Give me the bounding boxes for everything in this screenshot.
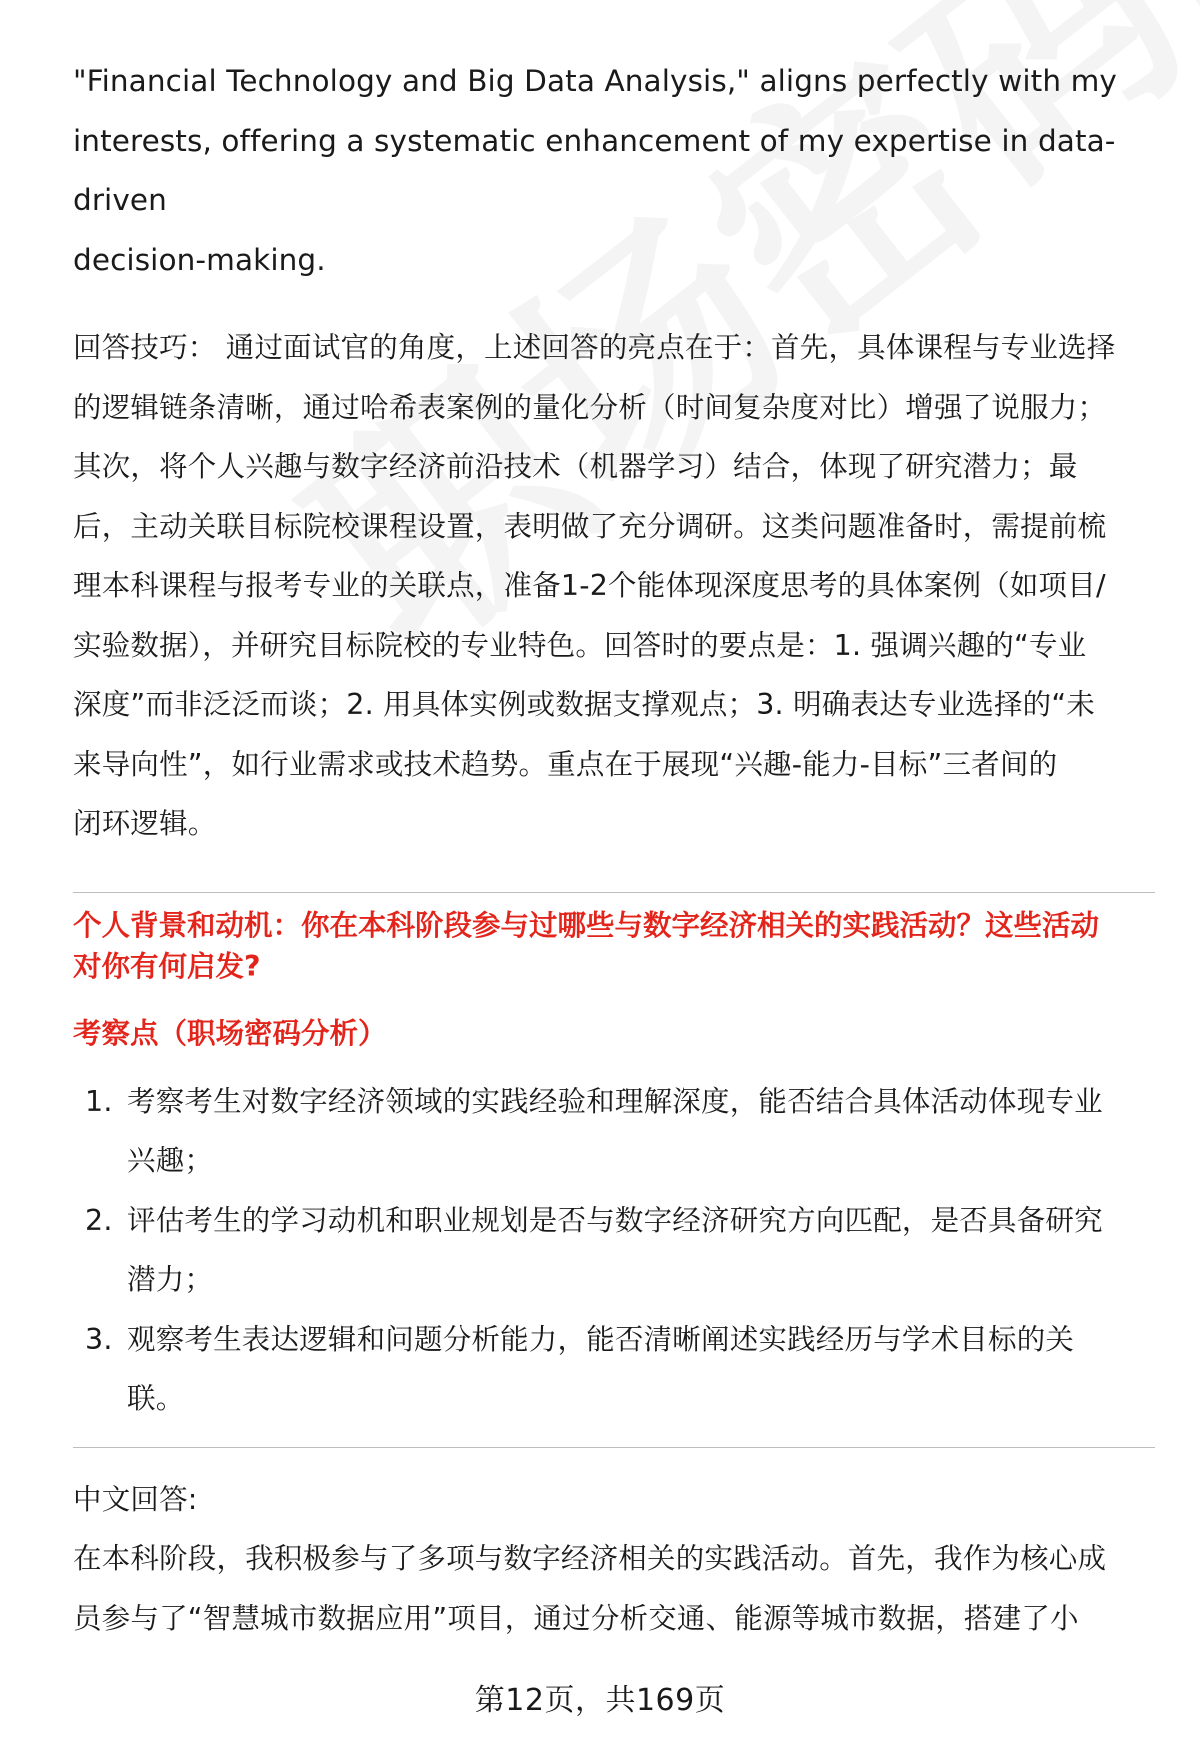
text-line: 的逻辑链条清晰，通过哈希表案例的量化分析（时间复杂度对比）增强了说服力； (73, 390, 1107, 424)
text-line: decision-making. (73, 242, 326, 277)
focus-points-list (73, 1072, 1155, 1429)
intro-english-paragraph (73, 52, 1155, 290)
text-line: 深度”而非泛泛而谈；2. 用具体实例或数据支撑观点；3. 明确表达专业选择的“未 (73, 688, 1096, 721)
text-line: 其次，将个人兴趣与数字经济前沿技术（机器学习）结合，体现了研究潜力；最 (73, 450, 1078, 483)
chinese-answer (73, 1470, 1155, 1649)
list-number: 3. (85, 1322, 113, 1356)
text-line: 理本科课程与报考专业的关联点，准备1-2个能体现深度思考的具体案例（如项目/ (73, 569, 1106, 602)
focus-heading: 考察点（职场密码分析） (73, 1016, 387, 1050)
list-item-text: 联。 (127, 1382, 185, 1415)
list-item-text: 评估考生的学习动机和职业规划是否与数字经济研究方向匹配，是否具备研究 (127, 1203, 1103, 1237)
question-title-line: 对你有何启发? (73, 949, 261, 983)
list-item-text: 潜力； (127, 1263, 214, 1296)
answer-tips-paragraph (73, 318, 1155, 854)
question-title-line: 个人背景和动机：你在本科阶段参与过哪些与数字经济相关的实践活动？这些活动 (73, 908, 1100, 942)
text-line: 来导向性”，如行业需求或技术趋势。重点在于展现“兴趣-能力-目标”三者间的 (73, 747, 1058, 781)
list-item-text: 兴趣； (127, 1144, 214, 1177)
list-item (73, 1310, 1155, 1429)
text-line: 闭环逻辑。 (73, 807, 217, 840)
list-item-text: 观察考生表达逻辑和问题分析能力，能否清晰阐述实践经历与学术目标的关 (127, 1322, 1075, 1356)
answer-label: 中文回答: (73, 1482, 198, 1516)
text-line: 回答技巧： 通过面试官的角度，上述回答的亮点在于：首先，具体课程与专业选择 (73, 331, 1116, 364)
list-item (73, 1191, 1155, 1310)
text-line: 后，主动关联目标院校课程设置，表明做了充分调研。这类问题准备时，需提前梳 (73, 509, 1107, 543)
text-line: interests, offering a systematic enhancement of my expertise in data-driven (73, 123, 1116, 217)
question-title (73, 905, 1155, 987)
list-number: 1. (85, 1084, 113, 1118)
text-line: "Financial Technology and Big Data Analysis," aligns perfectly with my (73, 64, 1117, 98)
text-line: 在本科阶段，我积极参与了多项与数字经济相关的实践活动。首先，我作为核心成 (73, 1542, 1107, 1575)
text-line: 实验数据），并研究目标院校的专业特色。回答时的要点是：1. 强调兴趣的“专业 (73, 628, 1087, 662)
list-item-text: 考察考生对数字经济领域的实践经验和理解深度，能否结合具体活动体现专业 (127, 1084, 1103, 1118)
text-line: 员参与了“智慧城市数据应用”项目，通过分析交通、能源等城市数据，搭建了小 (73, 1601, 1079, 1635)
page-footer: 第12页，共169页 (474, 1683, 726, 1718)
document-page (73, 52, 1155, 1648)
list-item (73, 1072, 1155, 1191)
list-number: 2. (85, 1203, 113, 1237)
